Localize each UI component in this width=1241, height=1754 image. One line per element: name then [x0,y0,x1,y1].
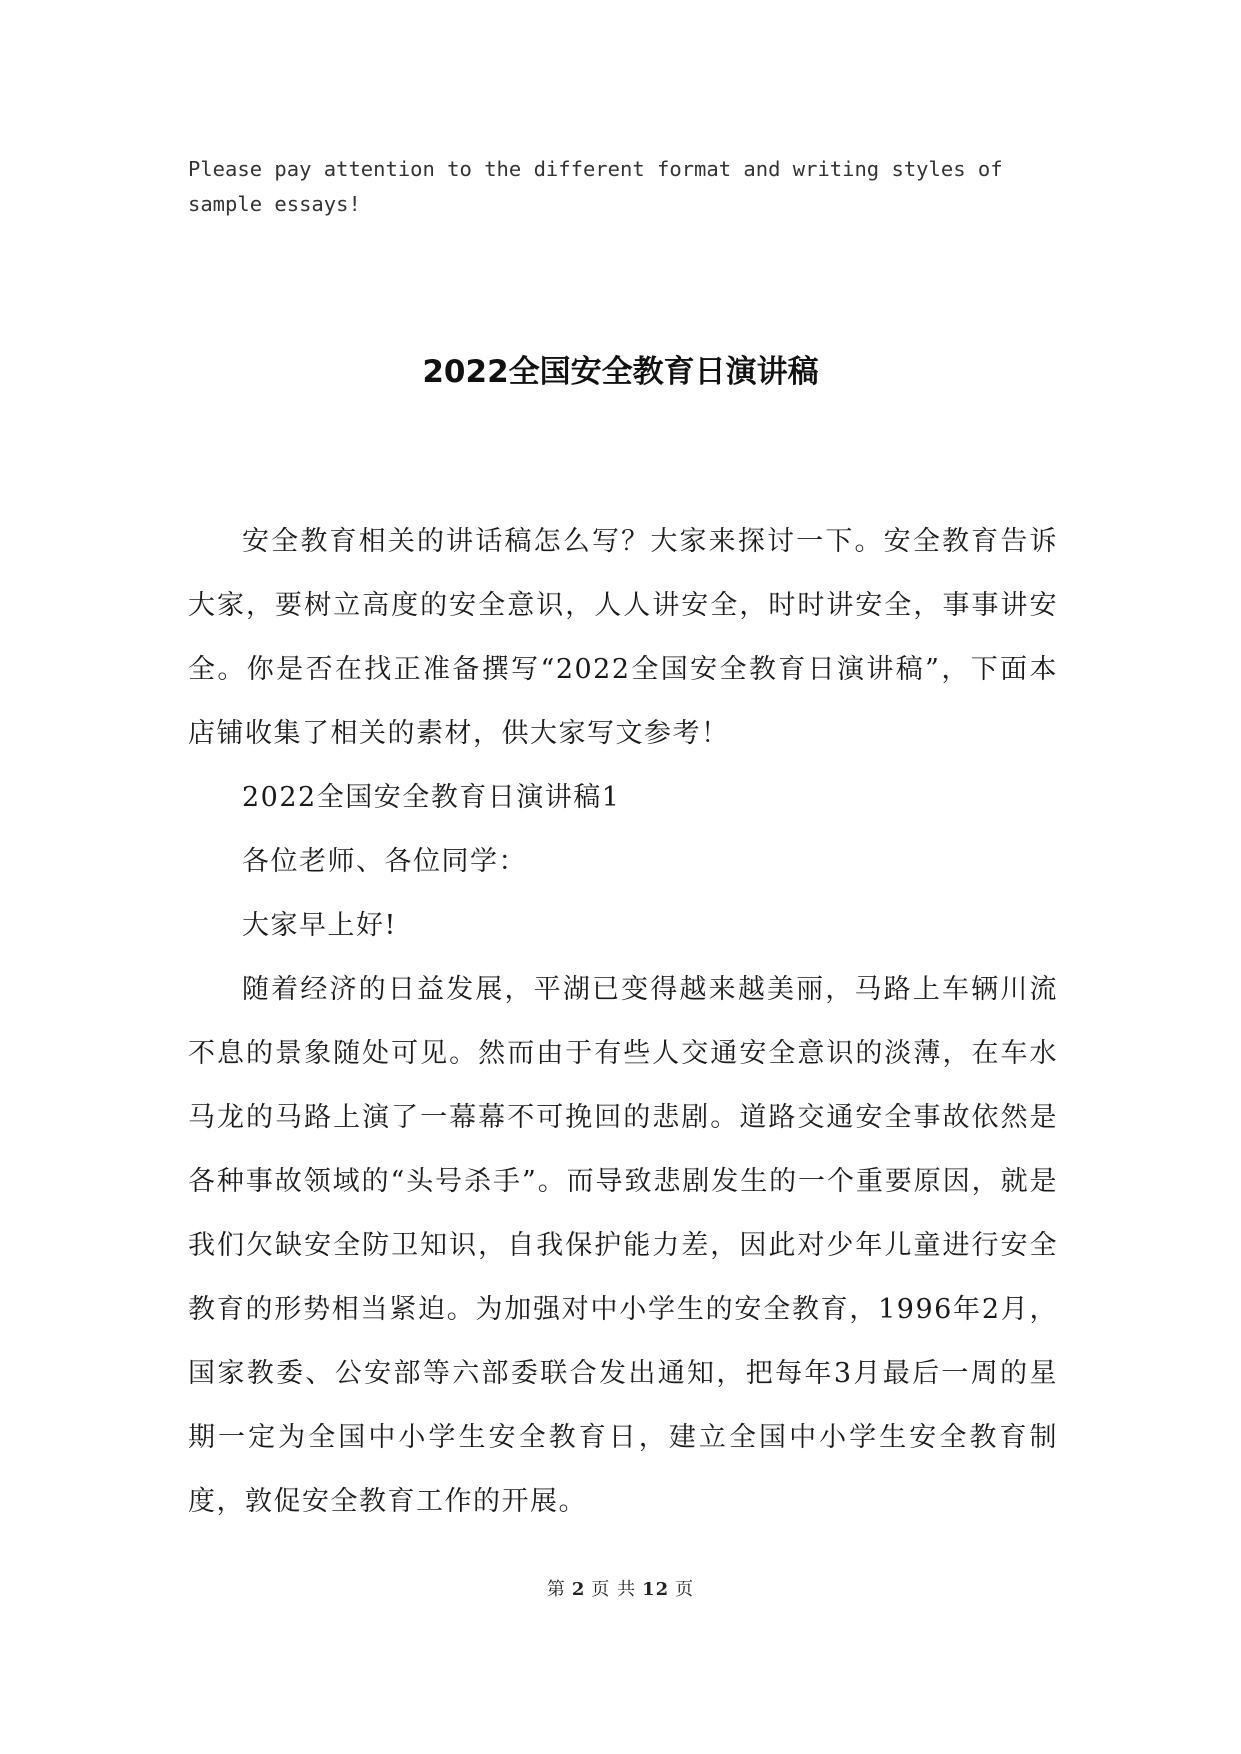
current-page-number: 2 [571,1579,586,1600]
salutation: 各位老师、各位同学： [242,846,527,877]
footer-middle: 页 共 [591,1579,637,1600]
format-notice: Please pay attention to the different format and writing styles of sample essays! [188,157,1003,216]
footer-prefix: 第 [546,1579,566,1600]
body-paragraph: 随着经济的日益发展，平湖已变得越来越美丽，马路上车辆川流不息的景象随处可见。然而由于有些人交通安全意识的淡薄，在车水马龙的马路上演了一幕幕不可挽回的悲剧。道路交通安全事故依然是各种事故领域的“头号杀手”。而导致悲剧发生的一个重要原因，就是我们欠缺安全防卫知识，自我保护能力差，因此对少年儿童进行安全教育的形势相当紧迫。为加强对中小学生的安全教育，1996年2月，国家教委、公安部等六部委联合发出通知，把每年3月最后一周的星期一定为全国中小学生安全教育日，建立全国中小学生安全教育制度，敦促安全教育工作的开展。 [188,974,1058,1517]
section-heading: 2022全国安全教育日演讲稿1 [242,782,621,813]
document-title: 2022全国安全教育日演讲稿 [422,354,819,390]
greeting: 大家早上好! [242,910,397,941]
document-body [188,510,1058,1534]
intro-paragraph: 安全教育相关的讲话稿怎么写？大家来探讨一下。安全教育告诉大家，要树立高度的安全意识，人人讲安全，时时讲安全，事事讲安全。你是否在找正准备撰写“2022全国安全教育日演讲稿”，下面本店铺收集了相关的素材，供大家写文参考！ [188,526,1058,749]
footer-suffix: 页 [675,1579,695,1600]
page-footer [0,1578,1241,1602]
total-page-count: 12 [642,1579,670,1600]
